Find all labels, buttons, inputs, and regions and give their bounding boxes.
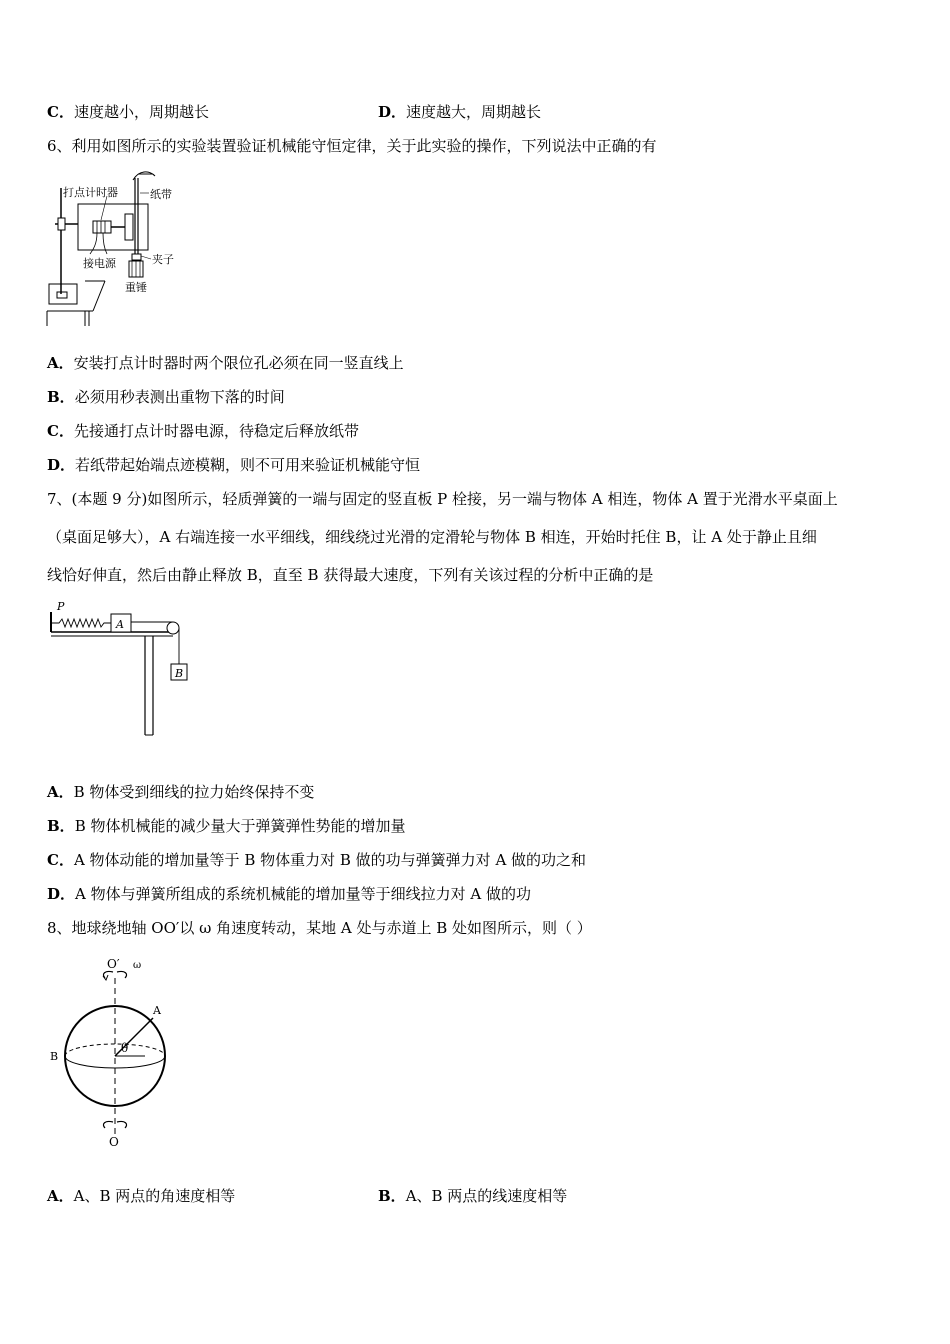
option-text: 速度越小，周期越长 <box>73 103 209 121</box>
label-a: A <box>153 1004 161 1017</box>
q7-option-a <box>47 782 314 802</box>
option-text: A 物体动能的增加量等于 B 物体重力对 B 做的功与弹簧弹力对 A 做的功之和 <box>73 851 587 869</box>
q5-option-c <box>47 102 209 122</box>
label-b: B <box>50 1050 59 1063</box>
q7-stem-line2: （桌面足够大），A 右端连接一水平细线，细线绕过光滑的定滑轮与物体 B 相连，开始时托住 B，让 A 处于静止且细 <box>47 528 817 546</box>
option-text: 若纸带起始端点迹模糊，则不可用来验证机械能守恒 <box>75 456 421 474</box>
option-text: 先接通打点计时器电源，待稳定后释放纸带 <box>73 422 359 440</box>
q8-option-b <box>378 1186 567 1206</box>
label-weight: 重锤 <box>125 281 147 294</box>
option-label: B． <box>47 388 75 406</box>
spring <box>51 619 111 627</box>
option-text: A、B 两点的角速度相等 <box>73 1187 236 1205</box>
label-a: A <box>116 618 124 631</box>
earth-diagram <box>45 956 185 1150</box>
q7-spring-figure <box>45 598 195 740</box>
option-label: D． <box>378 103 407 121</box>
option-label: C． <box>47 851 74 869</box>
q6-apparatus-figure <box>45 166 195 328</box>
option-label: C． <box>47 422 74 440</box>
option-text: A、B 两点的线速度相等 <box>405 1187 568 1205</box>
pulley <box>167 622 179 634</box>
q8-option-a <box>47 1186 235 1206</box>
label-omega: ω <box>133 960 142 971</box>
option-label: C． <box>47 103 74 121</box>
clamp <box>58 218 65 230</box>
option-label: D． <box>47 456 76 474</box>
q8-stem: 8、地球绕地轴 OO′以 ω 角速度转动，某地 A 处与赤道上 B 处如图所示，则（ ） <box>47 919 592 937</box>
q6-stem: 6、利用如图所示的实验装置验证机械能守恒定律，关于此实验的操作，下列说法中正确的有 <box>47 137 657 155</box>
option-text: 必须用秒表测出重物下落的时间 <box>74 388 285 406</box>
option-label: D． <box>47 885 76 903</box>
stand-foot <box>57 292 67 298</box>
label-tape: 纸带 <box>150 188 172 201</box>
apparatus-diagram <box>45 166 195 328</box>
q5-option-d <box>378 102 541 122</box>
label-p: P <box>57 600 65 613</box>
label-clip: 夹子 <box>152 253 174 266</box>
option-label: A． <box>47 783 74 801</box>
q6-option-d <box>47 455 420 475</box>
q7-option-c <box>47 850 586 870</box>
option-label: A． <box>47 354 74 372</box>
q8-earth-figure <box>45 956 185 1150</box>
q6-option-b <box>47 387 285 407</box>
q7-option-d <box>47 884 531 904</box>
clip <box>132 254 141 260</box>
spring-pulley-diagram <box>45 598 195 740</box>
q7-stem-line1: 7、(本题 9 分)如图所示，轻质弹簧的一端与固定的竖直板 P 栓接，另一端与物体 A 相连，物体 A 置于光滑水平桌面上 <box>47 490 838 508</box>
q6-option-c <box>47 421 359 441</box>
label-o-prime: O′ <box>107 957 120 971</box>
label-o: O <box>109 1135 119 1149</box>
option-text: B 物体机械能的减少量大于弹簧弹性势能的增加量 <box>74 817 406 835</box>
timer-coil <box>93 221 111 233</box>
table-edge <box>93 281 105 311</box>
stand-base <box>49 284 77 304</box>
hand <box>133 172 155 180</box>
label-b: B <box>175 667 184 680</box>
q7-stem-line3: 线恰好伸直，然后由静止释放 B，直至 B 获得最大速度，下列有关该过程的分析中正确的是 <box>47 566 654 584</box>
option-text: 速度越大，周期越长 <box>406 103 542 121</box>
option-label: B． <box>378 1187 406 1205</box>
option-label: A． <box>47 1187 74 1205</box>
label-power: 接电源 <box>83 257 116 270</box>
limit-holes <box>125 214 133 240</box>
q7-option-b <box>47 816 405 836</box>
option-text: A 物体与弹簧所组成的系统机械能的增加量等于细线拉力对 A 做的功 <box>75 885 531 903</box>
label-timer: 打点计时器 <box>63 186 118 199</box>
q6-option-a <box>47 353 404 373</box>
option-label: B． <box>47 817 75 835</box>
option-text: B 物体受到细线的拉力始终保持不变 <box>73 783 315 801</box>
label-theta: θ <box>121 1041 129 1055</box>
option-text: 安装打点计时器时两个限位孔必须在同一竖直线上 <box>73 354 404 372</box>
